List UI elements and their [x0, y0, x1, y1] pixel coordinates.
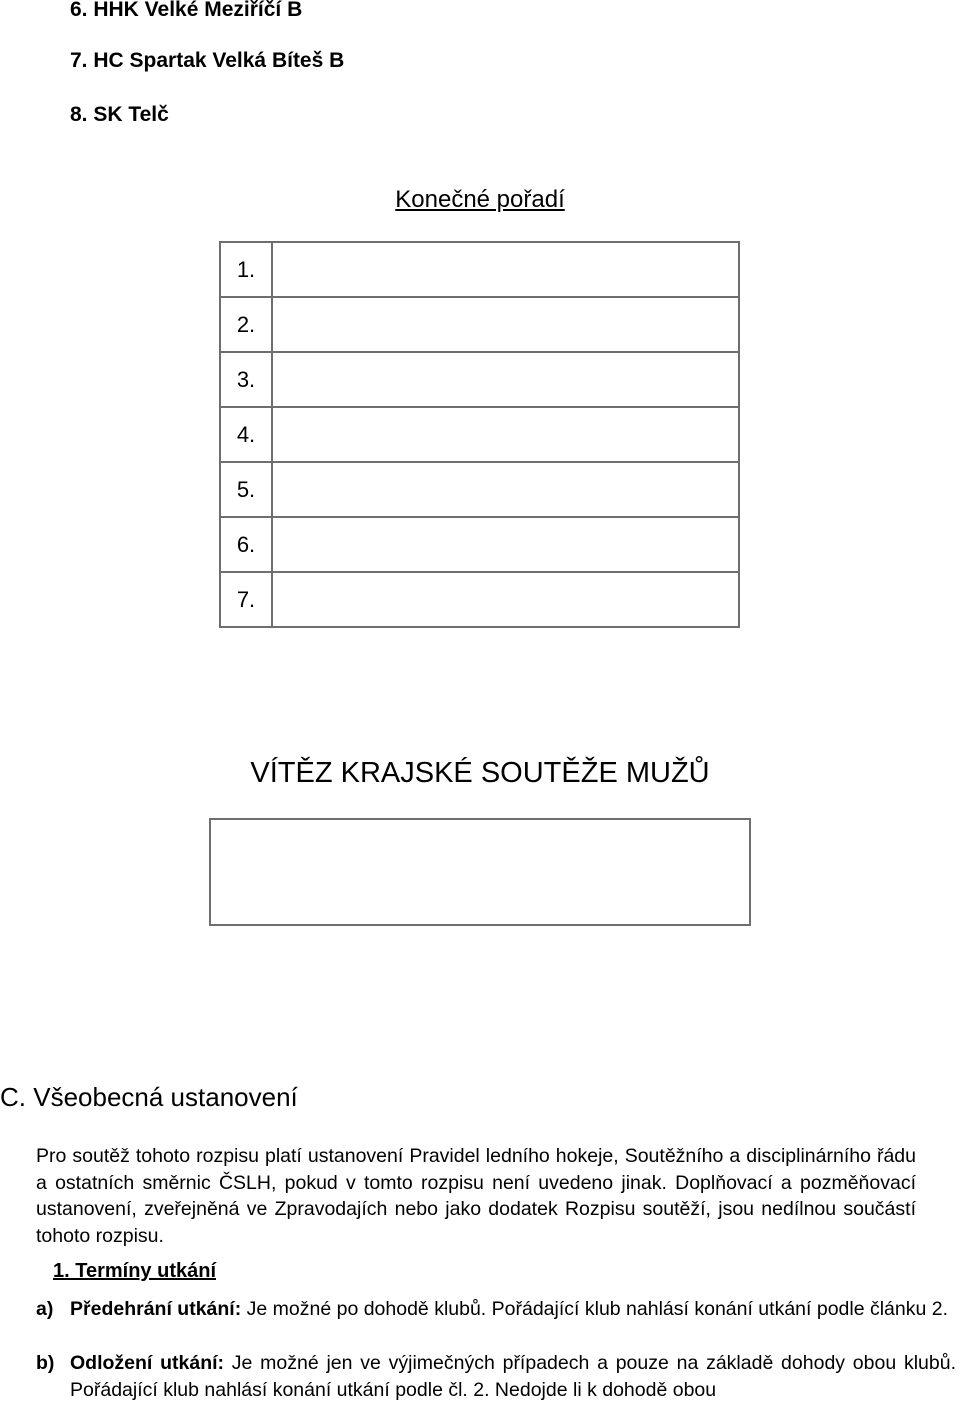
final-standing-table [219, 241, 740, 628]
table-row [220, 462, 739, 517]
rank-team-cell[interactable] [272, 572, 739, 627]
rank-number: 4. [220, 407, 272, 462]
list-item-letter: a) [36, 1298, 54, 1320]
list-item-body [70, 1296, 956, 1323]
list-item-lead: Odložení utkání: [70, 1352, 225, 1374]
final-standing-title: Konečné pořadí [395, 186, 565, 213]
list-item [36, 1350, 956, 1404]
rank-number: 2. [220, 297, 272, 352]
rank-team-cell[interactable] [272, 462, 739, 517]
rank-number: 5. [220, 462, 272, 517]
table-row [220, 572, 739, 627]
section-paragraph: Pro soutěž tohoto rozpisu platí ustanovení Pravidel ledního hokeje, Soutěžního a disciplinárního řádu a ostatních směrnic ČSLH, pokud v tomto rozpisu není uvedeno jinak. Doplňovací a pozměňovací ustanovení, zveřejněná ve Zpravodajích nebo jako dodatek Rozpisu soutěží, jsou nedílnou součástí tohoto rozpisu. [36, 1145, 916, 1247]
rank-team-cell[interactable] [272, 407, 739, 462]
rank-number: 1. [220, 242, 272, 297]
winner-title: VÍTĚZ KRAJSKÉ SOUTĚŽE MUŽŮ [250, 757, 710, 789]
table-row [220, 352, 739, 407]
table-row [220, 297, 739, 352]
rank-number: 6. [220, 517, 272, 572]
subheading-match-dates: 1. Termíny utkání [53, 1260, 217, 1282]
list-item-body [70, 1350, 956, 1404]
rank-team-cell[interactable] [272, 242, 739, 297]
list-item-text: Je možné po dohodě klubů. Pořádající klub nahlásí konání utkání podle článku 2. [241, 1298, 949, 1320]
rank-team-cell[interactable] [272, 352, 739, 407]
table-row [220, 407, 739, 462]
winner-box[interactable] [209, 818, 751, 926]
table-row [220, 517, 739, 572]
rank-team-cell[interactable] [272, 517, 739, 572]
rank-team-cell[interactable] [272, 297, 739, 352]
rank-number: 3. [220, 352, 272, 407]
list-item-text: Je možné jen ve výjimečných případech a pouze na základě dohody obou klubů. Pořádající klub nahlásí konání utkání podle čl. 2. Nedojde li k dohodě obou [70, 1352, 956, 1401]
list-item [36, 1296, 956, 1323]
team-item: 8. SK Telč [70, 103, 169, 126]
team-item: 7. HC Spartak Velká Bíteš B [70, 49, 345, 72]
rank-number: 7. [220, 572, 272, 627]
list-item-lead: Předehrání utkání: [70, 1298, 242, 1320]
team-item: 6. HHK Velké Meziříčí B [70, 0, 303, 21]
table-row [220, 242, 739, 297]
section-heading: C. Všeobecná ustanovení [0, 1082, 298, 1112]
list-item-letter: b) [36, 1352, 55, 1374]
